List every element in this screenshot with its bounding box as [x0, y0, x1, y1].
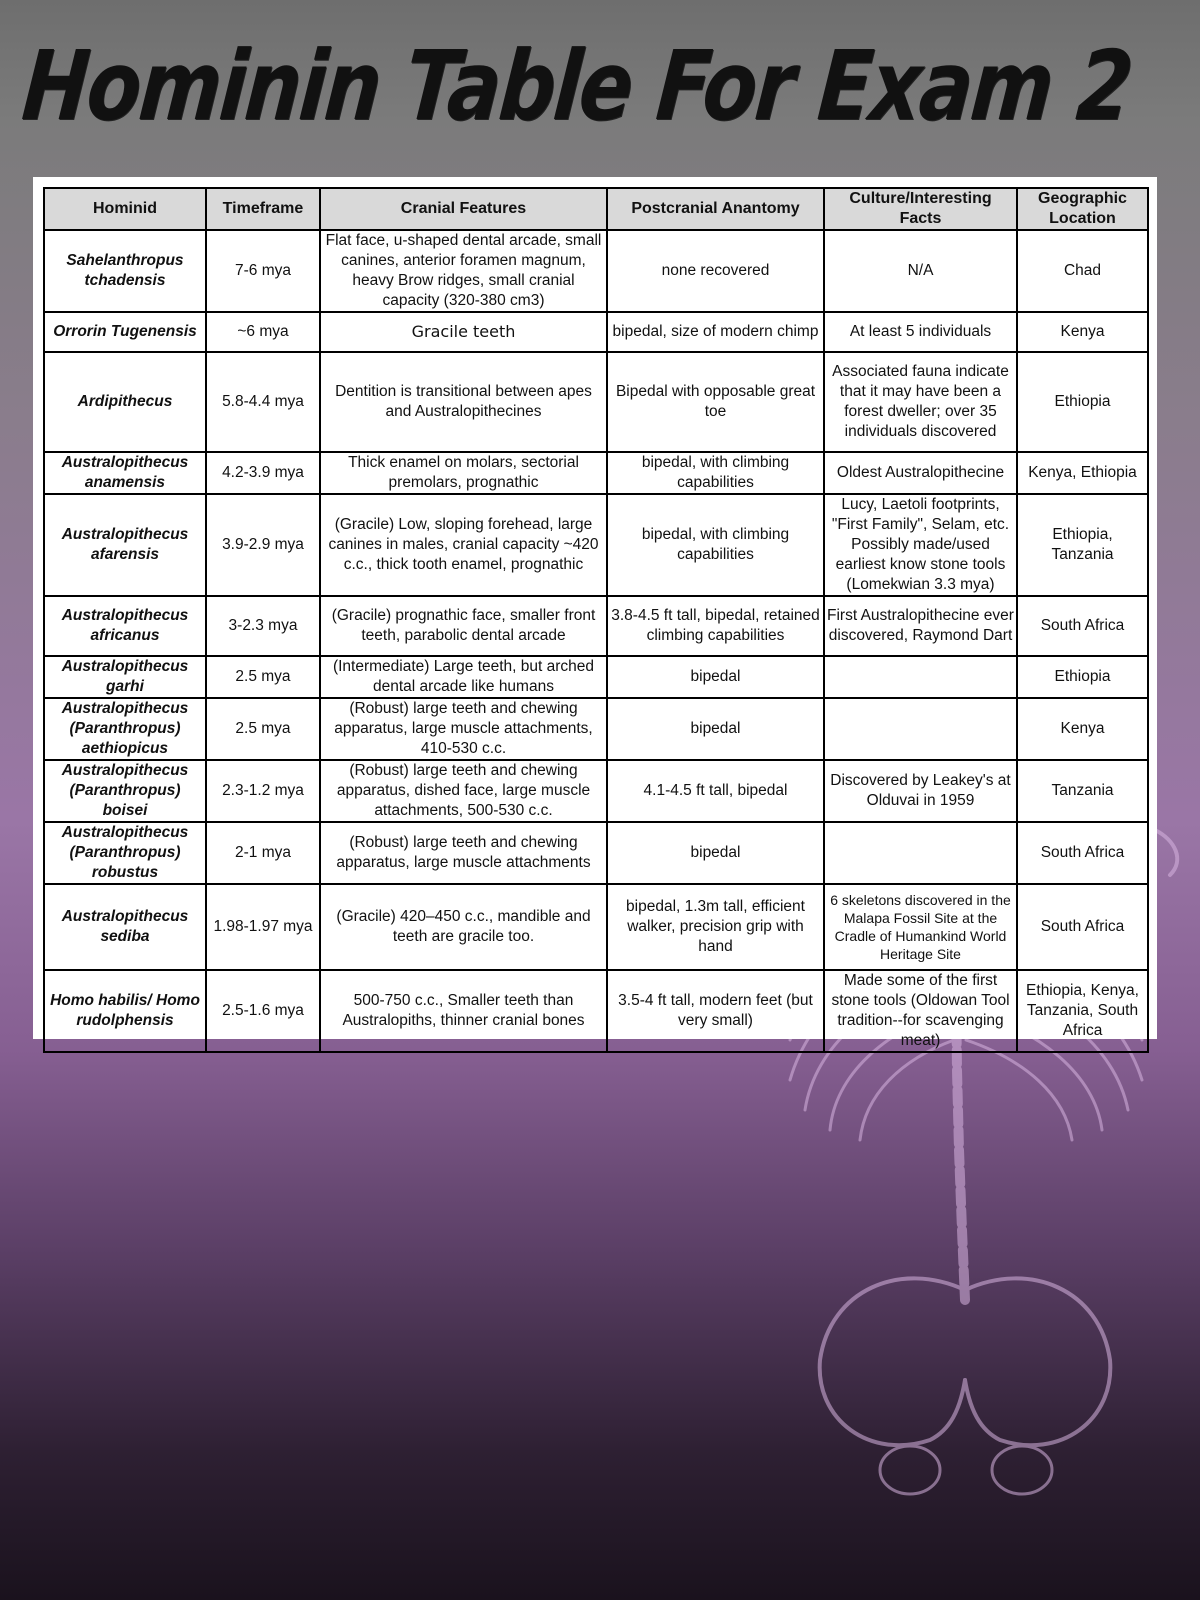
culture-cell: N/A: [824, 230, 1017, 312]
header-geographic-location: Geographic Location: [1017, 188, 1148, 230]
header-culture-facts: Culture/Interesting Facts: [824, 188, 1017, 230]
timeframe-cell: 1.98-1.97 mya: [206, 884, 320, 970]
table-row: [44, 230, 1148, 312]
postcranial-cell: bipedal: [607, 698, 824, 760]
page-title: Hominin Table For Exam 2: [18, 30, 1136, 142]
location-cell: Ethiopia, Kenya, Tanzania, South Africa: [1017, 970, 1148, 1052]
timeframe-cell: 2.3-1.2 mya: [206, 760, 320, 822]
table-row: [44, 596, 1148, 656]
location-cell: Chad: [1017, 230, 1148, 312]
culture-cell: Discovered by Leakey's at Olduvai in 1959: [824, 760, 1017, 822]
location-cell: South Africa: [1017, 822, 1148, 884]
cranial-cell: (Gracile) prognathic face, smaller front teeth, parabolic dental arcade: [320, 596, 607, 656]
cranial-cell: (Robust) large teeth and chewing apparatus, large muscle attachments, 410-530 c.c.: [320, 698, 607, 760]
cranial-cell: (Robust) large teeth and chewing apparatus, large muscle attachments: [320, 822, 607, 884]
hominid-cell: Australopithecus (Paranthropus) robustus: [44, 822, 206, 884]
postcranial-cell: bipedal, with climbing capabilities: [607, 452, 824, 494]
hominid-cell: Homo habilis/ Homo rudolphensis: [44, 970, 206, 1052]
location-cell: Ethiopia: [1017, 656, 1148, 698]
culture-cell: 6 skeletons discovered in the Malapa Fossil Site at the Cradle of Humankind World Heritage Site: [824, 884, 1017, 970]
header-cranial-features: Cranial Features: [320, 188, 607, 230]
hominid-cell: Orrorin Tugenensis: [44, 312, 206, 352]
table-row: [44, 760, 1148, 822]
location-cell: South Africa: [1017, 596, 1148, 656]
timeframe-cell: 2.5 mya: [206, 698, 320, 760]
timeframe-cell: ~6 mya: [206, 312, 320, 352]
location-cell: Ethiopia, Tanzania: [1017, 494, 1148, 596]
cranial-cell: 500-750 c.c., Smaller teeth than Australopiths, thinner cranial bones: [320, 970, 607, 1052]
timeframe-cell: 3.9-2.9 mya: [206, 494, 320, 596]
culture-cell: Lucy, Laetoli footprints, "First Family", Selam, etc. Possibly made/used earliest know stone tools (Lomekwian 3.3 mya): [824, 494, 1017, 596]
table-row: [44, 352, 1148, 452]
table-sheet: [33, 177, 1157, 1049]
culture-cell: At least 5 individuals: [824, 312, 1017, 352]
header-hominid: Hominid: [44, 188, 206, 230]
culture-cell: [824, 822, 1017, 884]
culture-cell: First Australopithecine ever discovered, Raymond Dart: [824, 596, 1017, 656]
table-row: [44, 312, 1148, 352]
table-header-row: [44, 188, 1148, 230]
location-cell: Ethiopia: [1017, 352, 1148, 452]
timeframe-cell: 2-1 mya: [206, 822, 320, 884]
table-row: [44, 884, 1148, 970]
location-cell: Kenya: [1017, 312, 1148, 352]
location-cell: South Africa: [1017, 884, 1148, 970]
header-timeframe: Timeframe: [206, 188, 320, 230]
culture-cell: [824, 656, 1017, 698]
hominid-cell: Australopithecus sediba: [44, 884, 206, 970]
postcranial-cell: 3.8-4.5 ft tall, bipedal, retained climbing capabilities: [607, 596, 824, 656]
postcranial-cell: bipedal, 1.3m tall, efficient walker, precision grip with hand: [607, 884, 824, 970]
hominid-cell: Australopithecus anamensis: [44, 452, 206, 494]
table-row: [44, 698, 1148, 760]
cranial-cell: (Gracile) 420–450 c.c., mandible and teeth are gracile too.: [320, 884, 607, 970]
postcranial-cell: bipedal: [607, 656, 824, 698]
postcranial-cell: bipedal: [607, 822, 824, 884]
hominid-cell: Australopithecus (Paranthropus) aethiopicus: [44, 698, 206, 760]
cranial-cell: (Gracile) Low, sloping forehead, large canines in males, cranial capacity ~420 c.c., thick tooth enamel, prognathic: [320, 494, 607, 596]
location-cell: Kenya, Ethiopia: [1017, 452, 1148, 494]
hominid-cell: Ardipithecus: [44, 352, 206, 452]
cranial-cell: (Robust) large teeth and chewing apparatus, dished face, large muscle attachments, 500-530 c.c.: [320, 760, 607, 822]
culture-cell: [824, 698, 1017, 760]
culture-cell: Associated fauna indicate that it may have been a forest dweller; over 35 individuals discovered: [824, 352, 1017, 452]
culture-cell: Made some of the first stone tools (Oldowan Tool tradition--for scavenging meat): [824, 970, 1017, 1052]
timeframe-cell: 2.5-1.6 mya: [206, 970, 320, 1052]
table-row: [44, 656, 1148, 698]
hominid-cell: Sahelanthropus tchadensis: [44, 230, 206, 312]
table-row: [44, 822, 1148, 884]
culture-cell: Oldest Australopithecine: [824, 452, 1017, 494]
cranial-cell: Gracile teeth: [320, 312, 607, 352]
table-row: [44, 494, 1148, 596]
hominin-table: [43, 187, 1149, 1053]
postcranial-cell: bipedal, size of modern chimp: [607, 312, 824, 352]
header-postcranial-anatomy: Postcranial Anantomy: [607, 188, 824, 230]
postcranial-cell: 3.5-4 ft tall, modern feet (but very small): [607, 970, 824, 1052]
hominid-cell: Australopithecus africanus: [44, 596, 206, 656]
hominid-cell: Australopithecus (Paranthropus) boisei: [44, 760, 206, 822]
timeframe-cell: 7-6 mya: [206, 230, 320, 312]
postcranial-cell: 4.1-4.5 ft tall, bipedal: [607, 760, 824, 822]
postcranial-cell: Bipedal with opposable great toe: [607, 352, 824, 452]
location-cell: Kenya: [1017, 698, 1148, 760]
cranial-cell: Flat face, u-shaped dental arcade, small canines, anterior foramen magnum, heavy Brow ridges, small cranial capacity (320-380 cm3): [320, 230, 607, 312]
postcranial-cell: bipedal, with climbing capabilities: [607, 494, 824, 596]
cranial-cell: (Intermediate) Large teeth, but arched dental arcade like humans: [320, 656, 607, 698]
timeframe-cell: 4.2-3.9 mya: [206, 452, 320, 494]
location-cell: Tanzania: [1017, 760, 1148, 822]
cranial-cell: Thick enamel on molars, sectorial premolars, prognathic: [320, 452, 607, 494]
postcranial-cell: none recovered: [607, 230, 824, 312]
hominid-cell: Australopithecus garhi: [44, 656, 206, 698]
timeframe-cell: 2.5 mya: [206, 656, 320, 698]
timeframe-cell: 5.8-4.4 mya: [206, 352, 320, 452]
cranial-cell: Dentition is transitional between apes and Australopithecines: [320, 352, 607, 452]
timeframe-cell: 3-2.3 mya: [206, 596, 320, 656]
table-row: [44, 452, 1148, 494]
table-row: [44, 970, 1148, 1052]
hominid-cell: Australopithecus afarensis: [44, 494, 206, 596]
